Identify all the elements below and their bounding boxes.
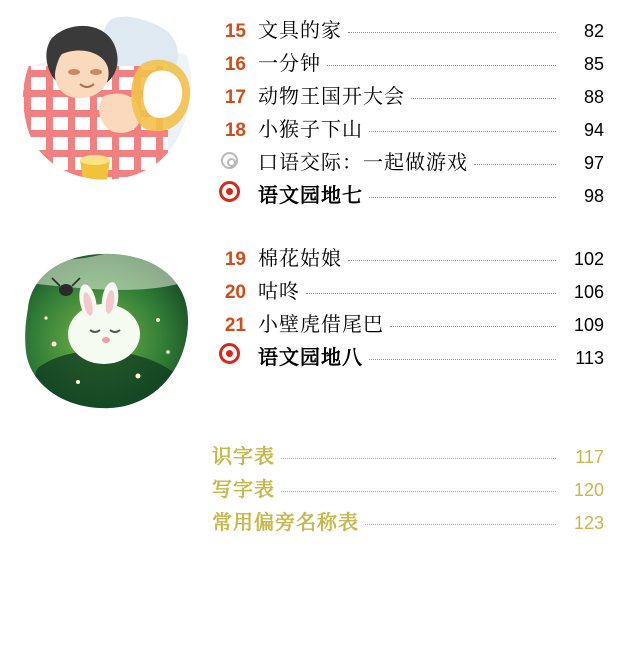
appendix-title: 写字表 — [212, 479, 275, 501]
leader-dots — [411, 98, 556, 99]
entry-page: 113 — [575, 348, 604, 368]
leader-dots — [369, 197, 556, 198]
appendix-entry[interactable] — [212, 506, 604, 539]
leader-dots — [348, 260, 556, 261]
entry-number: 20 — [224, 282, 246, 303]
leader-dots — [369, 131, 556, 132]
appendix-title: 识字表 — [212, 446, 275, 468]
entry-number: 21 — [224, 315, 246, 336]
entry-title: 语文园地七 — [258, 185, 363, 207]
entry-title: 口语交际：一起做游戏 — [258, 152, 468, 174]
toc-entry[interactable] — [212, 146, 604, 179]
toc-entry[interactable] — [212, 179, 604, 212]
leader-dots — [281, 458, 556, 459]
leader-dots — [365, 524, 556, 525]
appendix-page: 117 — [575, 447, 604, 467]
entry-title: 小壁虎借尾巴 — [258, 314, 384, 336]
entry-title: 棉花姑娘 — [258, 248, 342, 270]
leader-dots — [306, 293, 556, 294]
entry-title: 语文园地八 — [258, 347, 363, 369]
red-ring-icon — [212, 181, 246, 202]
child-sleeping-illustration — [18, 10, 196, 188]
entry-title: 小猴子下山 — [258, 119, 363, 141]
entry-page: 88 — [583, 87, 604, 107]
grey-ring-icon — [212, 152, 246, 169]
entry-number: 18 — [224, 120, 246, 141]
toc-entry[interactable] — [212, 47, 604, 80]
group-spacer — [212, 212, 604, 242]
leader-dots — [369, 359, 556, 360]
appendix-entry[interactable] — [212, 473, 604, 506]
appendix-entry[interactable] — [212, 440, 604, 473]
entry-page: 109 — [573, 315, 604, 335]
toc-entry[interactable] — [212, 14, 604, 47]
toc-entry[interactable] — [212, 80, 604, 113]
toc-entry[interactable] — [212, 275, 604, 308]
table-of-contents — [212, 14, 604, 374]
entry-number: 16 — [224, 54, 246, 75]
appendix-list — [212, 440, 604, 539]
entry-number: 19 — [224, 249, 246, 270]
entry-title: 一分钟 — [258, 53, 321, 75]
rabbit-night-illustration — [18, 248, 196, 416]
toc-entry[interactable] — [212, 113, 604, 146]
red-ring-icon — [212, 343, 246, 364]
appendix-title: 常用偏旁名称表 — [212, 512, 359, 534]
entry-page: 85 — [583, 54, 604, 74]
leader-dots — [390, 326, 556, 327]
leader-dots — [348, 32, 556, 33]
toc-entry[interactable] — [212, 308, 604, 341]
entry-title: 文具的家 — [258, 20, 342, 42]
leader-dots — [281, 491, 556, 492]
appendix-page: 123 — [573, 513, 604, 533]
toc-entry[interactable] — [212, 341, 604, 374]
toc-entry[interactable] — [212, 242, 604, 275]
entry-page: 102 — [573, 249, 604, 269]
entry-page: 106 — [573, 282, 604, 302]
leader-dots — [474, 164, 556, 165]
entry-page: 97 — [583, 153, 604, 173]
entry-page: 94 — [583, 120, 604, 140]
entry-number: 17 — [224, 87, 246, 108]
entry-number: 15 — [224, 21, 246, 42]
entry-page: 98 — [583, 186, 604, 206]
leader-dots — [327, 65, 556, 66]
appendix-page: 120 — [573, 480, 604, 500]
entry-title: 动物王国开大会 — [258, 86, 405, 108]
entry-title: 咕咚 — [258, 281, 300, 303]
entry-page: 82 — [583, 21, 604, 41]
